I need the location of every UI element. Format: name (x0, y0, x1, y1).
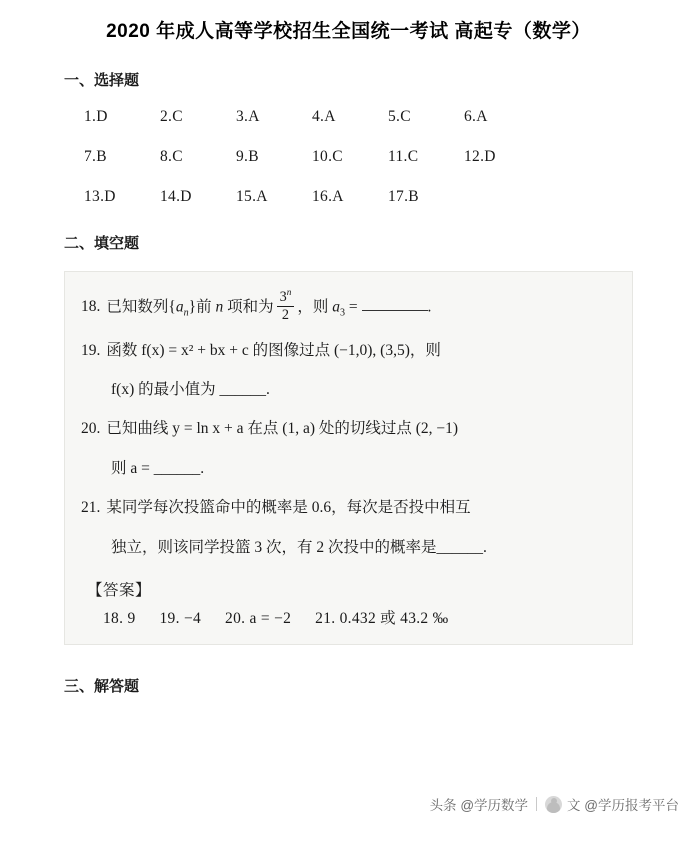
q18-var-n: n (215, 298, 224, 316)
q18-frac-denominator: 2 (277, 306, 295, 323)
choice-row (84, 188, 657, 206)
choice-answer: 13.D (84, 188, 116, 205)
question-number: 19. (81, 341, 101, 359)
q18-then: 则 (312, 298, 329, 316)
q18-var-a: a (332, 298, 341, 316)
choice-answer: 3.A (236, 108, 260, 125)
q18-mid: 前 (196, 298, 212, 316)
answer-blank (362, 296, 428, 311)
choice-row (84, 108, 657, 126)
section-heading-solve: 三、解答题 (64, 678, 140, 696)
choice-answer: 12.D (464, 148, 496, 165)
answer-20: 20. a = −2 (225, 610, 292, 628)
q18-frac-numerator (277, 288, 295, 306)
section-heading-choice: 一、选择题 (64, 72, 140, 89)
answer-heading: 【答案】 (87, 582, 152, 600)
choice-row (84, 148, 657, 166)
choice-answer: 6.A (464, 108, 488, 125)
choice-answer: 15.A (236, 188, 268, 205)
q18-set-var: a (175, 298, 184, 316)
question-text: 已知曲线 y = ln x + a 在点 (1, a) 处的切线过点 (2, −1) (106, 420, 459, 438)
q18-lead: 已知数列 (106, 298, 169, 316)
choice-answer: 7.B (84, 148, 107, 165)
question-20-line2: 则 a = ______. (111, 459, 205, 477)
question-text: 某同学每次投篮命中的概率是 0.6，每次是否投中相互 (106, 499, 471, 517)
question-number: 18. (81, 298, 101, 316)
q18-fraction (277, 288, 295, 324)
q18-var-a-sub: 3 (340, 307, 346, 319)
answer-18: 18. 9 (103, 610, 136, 628)
watermark (430, 794, 679, 814)
section-heading-fill: 二、填空题 (64, 235, 140, 252)
q18-set-open: { (168, 298, 176, 316)
q18-mid2: 项和为 (227, 298, 274, 316)
choice-answer: 1.D (84, 108, 108, 125)
question-19 (81, 336, 616, 365)
choice-answer: 5.C (388, 108, 411, 125)
question-text (106, 290, 616, 326)
choice-answer: 9.B (236, 148, 259, 165)
question-20 (81, 414, 616, 443)
question-21-line2: 独立，则该同学投篮 3 次，有 2 次投中的概率是______. (111, 538, 487, 556)
choice-answer: 8.C (160, 148, 183, 165)
choice-answer: 11.C (388, 148, 419, 165)
q18-set-close: } (188, 298, 197, 316)
question-number: 21. (81, 499, 101, 517)
choice-answer: 4.A (312, 108, 336, 125)
question-18 (81, 290, 616, 326)
q18-set-sub: n (183, 307, 189, 319)
answer-19: 19. −4 (159, 610, 202, 628)
choice-answers-grid (84, 108, 657, 206)
question-text: 函数 f(x) = x² + bx + c 的图像过点 (−1,0), (3,5)，则 (106, 341, 441, 359)
page-title: 2020 年成人高等学校招生全国统一考试 高起专（数学） (106, 21, 591, 42)
q18-frac-num-base: 3 (279, 288, 287, 305)
question-21 (81, 493, 616, 522)
answer-21: 21. 0.432 或 43.2 ‰ (315, 610, 449, 628)
question-19-line2: f(x) 的最小值为 ______. (111, 381, 270, 398)
q18-tail: . (427, 298, 432, 316)
q18-eq: = (348, 298, 358, 316)
choice-answer: 10.C (312, 148, 343, 165)
choice-answer: 14.D (160, 188, 192, 205)
q18-comma: ， (297, 298, 313, 316)
q18-frac-num-exp: n (286, 288, 292, 298)
avatar (545, 796, 562, 813)
choice-answer: 2.C (160, 108, 183, 125)
choice-answer: 16.A (312, 188, 344, 205)
watermark-left-text: 头条 @学历数学 (429, 798, 529, 813)
watermark-divider (536, 797, 537, 811)
answer-list (103, 606, 616, 628)
watermark-right-text: 文 @学历报考平台 (567, 798, 679, 813)
fill-questions-box (64, 271, 633, 645)
question-number: 20. (81, 420, 101, 438)
choice-answer: 17.B (388, 188, 419, 205)
